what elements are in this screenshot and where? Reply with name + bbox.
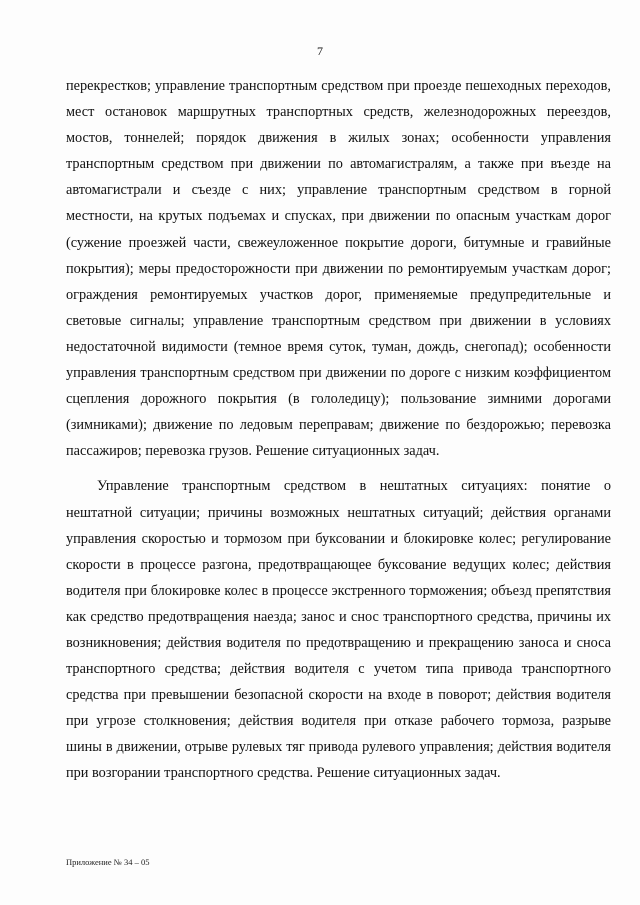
- paragraph-2: Управление транспортным средством в нештатных ситуациях: понятие о нештатной ситуации; причины возможных нештатных ситуаций; действия органами управления скоростью и тормозом при буксовании и блокировке колес; регулирование скорости в процессе разгона, предотвращающее буксование ведущих колес; действия водителя при блокировке колес в процессе экстренного торможения; объезд препятствия как средство предотвращения наезда; занос и снос транспортного средства, причины их возникновения; действия водителя по предотвращению и прекращению заноса и сноса транспортного средства; действия водителя с учетом типа привода транспортного средства при превышении безопасной скорости на входе в поворот; действия водителя при угрозе столкновения; действия водителя при отказе рабочего тормоза, разрыве шины в движении, отрыве рулевых тяг привода рулевого управления; действия водителя при возгорании транспортного средства. Решение ситуационных задач.: [66, 478, 611, 782]
- page-number: 7: [317, 44, 323, 58]
- paragraph-1: перекрестков; управление транспортным средством при проезде пешеходных переходов, мест остановок маршрутных транспортных средств, железнодорожных переездов, мостов, тоннелей; порядок движения в жилых зонах; особенности управления транспортным средством при движении по автомагистралям, а также при въезде на автомагистрали и съезде с них; управление транспортным средством в горной местности, на крутых подъемах и спусках, при движении по опасным участкам дорог (сужение проезжей части, свежеуложенное покрытие дороги, битумные и гравийные покрытия); меры предосторожности при движении по ремонтируемым участкам дорог; ограждения ремонтируемых участков дорог, применяемые предупредительные и световые сигналы; управление транспортным средством при движении в условиях недостаточной видимости (темное время суток, туман, дождь, снегопад); особенности управления транспортным средством при движении по дороге с низким коэффициентом сцепления дорожного покрытия (в гололедицу); пользование зимними дорогами (зимниками); движение по ледовым переправам; движение по бездорожью; перевозка пассажиров; перевозка грузов. Решение ситуационных задач.: [66, 78, 611, 460]
- body-text: [66, 73, 611, 787]
- footer-annex-label: Приложение № 34 – 05: [66, 857, 150, 867]
